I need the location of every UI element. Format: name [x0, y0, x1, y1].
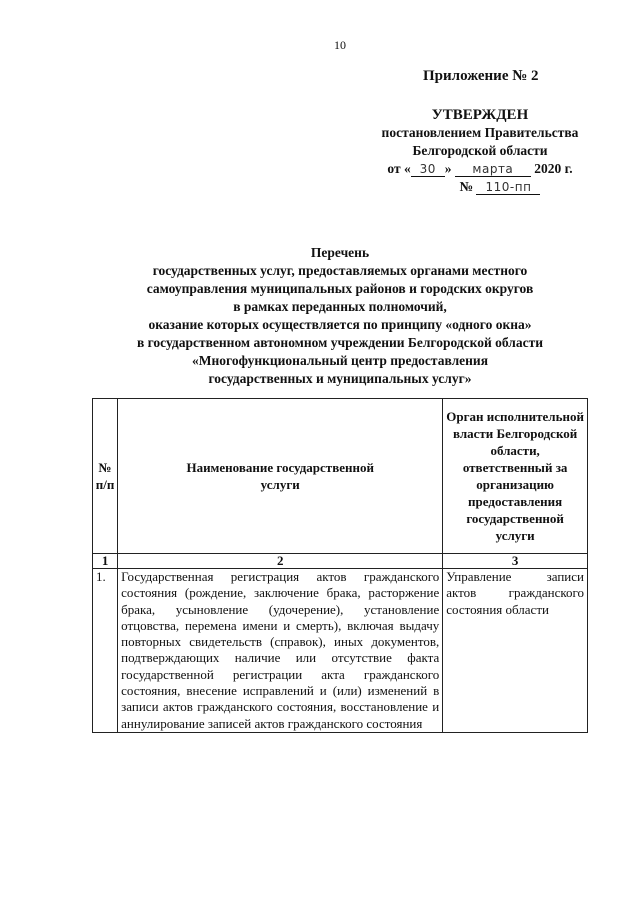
date-day: 30 [411, 162, 445, 177]
title-line: государственных услуг, предоставляемых органами местного [152, 263, 528, 278]
date-month: марта [455, 162, 531, 177]
title-line: «Многофункциональный центр предоставления [192, 353, 488, 368]
approval-line-1: постановлением Правительства [381, 125, 579, 140]
approval-number [350, 178, 610, 196]
title-line: государственных и муниципальных услуг» [208, 371, 472, 386]
date-prefix: от « [387, 161, 411, 176]
approval-block [350, 106, 610, 196]
services-table [92, 398, 588, 733]
title-line: самоуправления муниципальных районов и городских округов [146, 281, 534, 296]
approval-line-2: Белгородской области [412, 143, 548, 158]
row-responsible-organ: Управление записи актов гражданского состояния области [443, 569, 588, 733]
table-header-row [93, 399, 588, 554]
column-index: 1 [93, 554, 118, 569]
row-service-name: Государственная регистрация актов гражданского состояния (рождение, заключение брака, расторжение брака, усыновление (удочерение), установление отцовства, перемена имени и смерть), включая выдачу повторных свидетельств (справок), иных документов, подтверждающих наличие или отсутствие факта государственной регистрации акта гражданского состояния, внесение исправлений и (или) изменений в записи актов гражданского состояния, восстановление и аннулирование записей актов гражданского состояния [118, 569, 443, 733]
table-row [93, 569, 588, 733]
approval-date [350, 160, 610, 178]
title-line: Перечень [310, 245, 370, 260]
column-index-row [93, 554, 588, 569]
header-service-name: Наименование государственной услуги [118, 399, 443, 554]
title-line: в государственном автономном учреждении Белгородской области [136, 335, 544, 350]
approved-heading: УТВЕРЖДЕН [431, 107, 529, 123]
appendix-label: Приложение № 2 [423, 68, 539, 84]
document-number: 110-пп [476, 180, 540, 195]
title-line: оказание которых осуществляется по принципу «одного окна» [148, 317, 532, 332]
column-index: 2 [118, 554, 443, 569]
number-prefix: № [459, 179, 474, 194]
date-year: 2020 г. [534, 161, 573, 176]
page-number: 10 [334, 38, 346, 52]
list-title [60, 244, 620, 388]
date-day-close: » [444, 161, 452, 176]
header-number: № п/п [93, 399, 118, 554]
header-responsible-organ: Орган исполнительной власти Белгородской области, ответственный за организацию предоставления государственной услуги [443, 399, 588, 554]
column-index: 3 [443, 554, 588, 569]
row-number: 1. [93, 569, 118, 733]
title-line: в рамках переданных полномочий, [233, 299, 447, 314]
